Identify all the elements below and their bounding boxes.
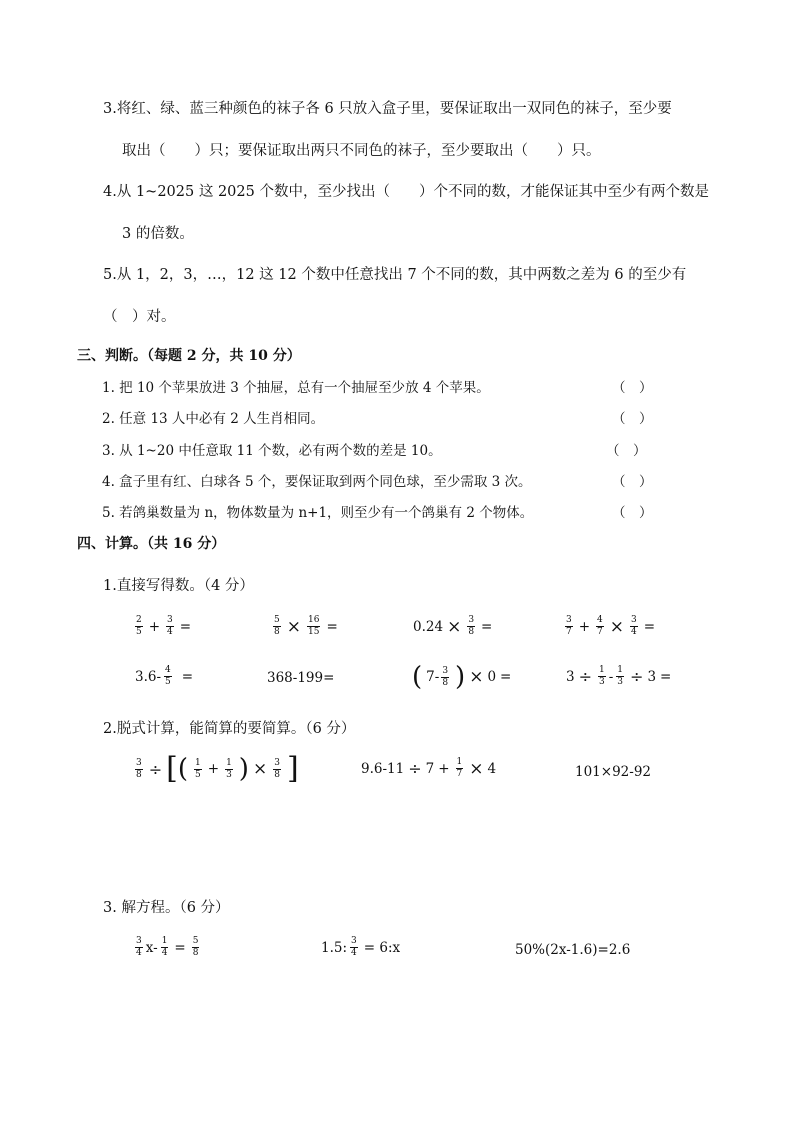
judge-bracket-5[interactable]: （ ） — [612, 505, 653, 521]
q5-line2: （ ）对。 — [103, 309, 176, 325]
judge-item-3: 3. 从 1~20 中任意取 11 个数，必有两个数的差是 10。 — [102, 443, 442, 459]
direct-expr-7: ( 7- $\frac{3}{8}$ ) × 0 = — [412, 662, 512, 692]
fraction: $\frac{4}{7}$ — [597, 615, 603, 637]
direct-expr-4: $\frac{3}{7}$ + $\frac{4}{7}$ × $\frac{3}{4}$ = — [566, 615, 656, 637]
judge-item-2: 2. 任意 13 人中必有 2 人生肖相同。 — [102, 411, 325, 427]
fraction: $\frac{1}{3}$ — [599, 665, 605, 687]
fraction: $\frac{5}{8}$ — [192, 936, 199, 958]
fraction: $\frac{3}{4}$ — [351, 936, 357, 958]
direct-expr-3: 0.24 × $\frac{3}{8}$ = — [413, 615, 493, 637]
equation-1: $\frac{3}{4}$ x- $\frac{1}{4}$ = $\frac{5}{8}$ — [136, 936, 199, 958]
fraction: $\frac{1}{4}$ — [161, 936, 168, 958]
direct-expr-6: 368-199= — [267, 670, 335, 686]
direct-expr-1: $\frac{2}{5}$ + $\frac{3}{4}$ = — [136, 615, 192, 637]
fraction: $\frac{1}{3}$ — [617, 665, 624, 687]
fraction: $\frac{3}{7}$ — [566, 615, 572, 637]
fraction: $\frac{3}{4}$ — [631, 615, 637, 637]
equation-3: 50%(2x-1.6)=2.6 — [515, 942, 631, 958]
equation-2: 1.5: $\frac{3}{4}$ = 6:x — [321, 936, 401, 958]
judge-bracket-4[interactable]: （ ） — [612, 474, 653, 490]
judge-item-5: 5. 若鸽巢数量为 n，物体数量为 n+1，则至少有一个鸽巢有 2 个物体。 — [102, 505, 534, 521]
stepwise-expr-3: 101×92-92 — [575, 764, 651, 780]
calc-title: 四、计算。（共 16 分） — [77, 536, 226, 552]
fraction: $\frac{1}{5}$ — [195, 757, 201, 780]
fraction: $\frac{16}{15}$ — [307, 615, 320, 637]
q3-line2: 取出（ ）只；要保证取出两只不同色的袜子，至少要取出（ ）只。 — [122, 143, 601, 159]
fraction: $\frac{1}{3}$ — [226, 757, 232, 780]
stepwise-expr-2: 9.6-11 ÷ 7 + $\frac{1}{7}$ × 4 — [361, 757, 497, 779]
fraction: $\frac{5}{8}$ — [274, 615, 280, 637]
direct-calc-title: 1.直接写得数。（4 分） — [103, 578, 254, 594]
q3-line1: 3.将红、绿、蓝三种颜色的袜子各 6 只放入盒子里，要保证取出一双同色的袜子，至少要 — [103, 101, 672, 117]
judge-bracket-2[interactable]: （ ） — [612, 411, 653, 427]
direct-expr-2: $\frac{5}{8}$ × $\frac{16}{15}$ = — [274, 615, 338, 637]
fraction: $\frac{1}{7}$ — [456, 757, 463, 779]
judgement-title: 三、判断。（每题 2 分，共 10 分） — [77, 348, 301, 364]
fraction: $\frac{3}{4}$ — [136, 936, 142, 958]
fraction: $\frac{3}{4}$ — [167, 615, 173, 637]
fraction: $\frac{3}{8}$ — [442, 665, 449, 688]
direct-expr-5: 3.6- $\frac{4}{5}$ = — [135, 665, 194, 687]
equations-title: 3. 解方程。（6 分） — [103, 900, 230, 916]
fraction: $\frac{2}{5}$ — [136, 615, 142, 637]
stepwise-calc-title: 2.脱式计算，能简算的要简算。（6 分） — [103, 721, 356, 737]
judge-item-1: 1. 把 10 个苹果放进 3 个抽屉，总有一个抽屉至少放 4 个苹果。 — [102, 380, 490, 396]
judge-bracket-3[interactable]: （ ） — [606, 443, 647, 459]
fraction: $\frac{3}{8}$ — [136, 757, 142, 780]
stepwise-expr-1: $\frac{3}{8}$ ÷ [ ( $\frac{1}{5}$ + $\frac{1}{3}$ ) × $\frac{3}{8}$ ] — [136, 751, 299, 786]
q4-line1: 4.从 1~2025 这 2025 个数中，至少找出（ ）个不同的数，才能保证其中至少有两个数是 — [103, 184, 709, 200]
judge-item-4: 4. 盒子里有红、白球各 5 个，要保证取到两个同色球，至少需取 3 次。 — [102, 474, 532, 490]
fraction: $\frac{3}{8}$ — [468, 615, 475, 637]
q4-line2: 3 的倍数。 — [122, 226, 194, 242]
fraction: $\frac{3}{8}$ — [274, 757, 280, 780]
judge-bracket-1[interactable]: （ ） — [612, 380, 653, 396]
fraction: $\frac{4}{5}$ — [165, 665, 171, 687]
q5-line1: 5.从 1，2，3，…，12 这 12 个数中任意找出 7 个不同的数，其中两数之差为 6 的至少有 — [103, 267, 687, 283]
direct-expr-8: 3 ÷ $\frac{1}{3}$ - $\frac{1}{3}$ ÷ 3 = — [566, 665, 672, 687]
